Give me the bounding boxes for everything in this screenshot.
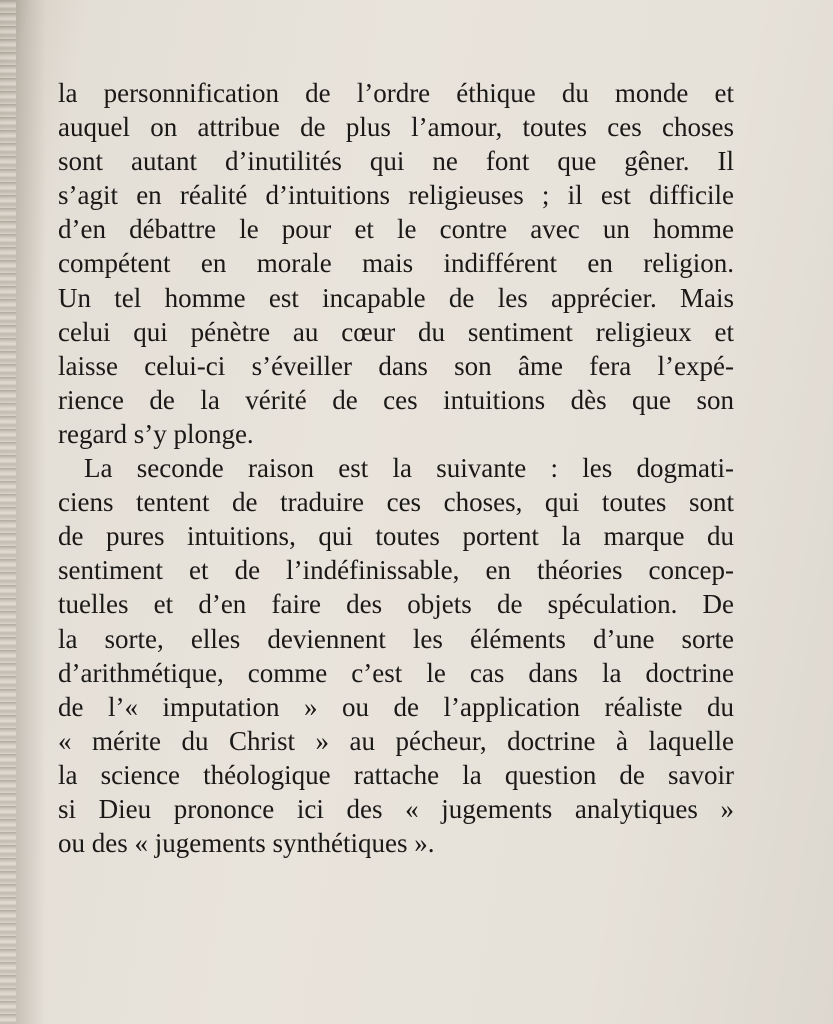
text-line: « mérite du Christ » au pécheur, doctrine à laquelle (58, 725, 734, 756)
text-line: si Dieu prononce ici des « jugements analytiques » (58, 793, 734, 824)
text-line: regard s’y plonge. (58, 418, 254, 449)
text-line: de l’« imputation » ou de l’application réaliste du (58, 691, 734, 722)
text-line: la personnification de l’ordre éthique du monde et (58, 78, 734, 108)
text-line: la sorte, elles deviennent les éléments d’une sorte (58, 623, 734, 654)
page-gutter-shadow (16, 0, 46, 1024)
book-page-text (58, 76, 734, 860)
paragraph-1 (58, 76, 734, 451)
text-line: d’en débattre le pour et le contre avec un homme (58, 214, 734, 245)
page-edge (0, 0, 16, 1024)
text-line: de pures intuitions, qui toutes portent la marque du (58, 521, 734, 552)
text-line: Un tel homme est incapable de les apprécier. Mais (58, 282, 734, 313)
text-line: auquel on attribue de plus l’amour, toutes ces choses (58, 112, 734, 143)
text-line: compétent en morale mais indifférent en religion. (58, 248, 734, 279)
text-line: ciens tentent de traduire ces choses, qui toutes sont (58, 487, 734, 518)
text-line: ou des « jugements synthétiques ». (58, 828, 435, 859)
text-line: sentiment et de l’indéfinissable, en théories concep- (58, 555, 734, 586)
paragraph-2 (58, 451, 734, 860)
text-line: La seconde raison est la suivante : les dogmati- (84, 453, 734, 484)
text-line: tuelles et d’en faire des objets de spéculation. De (58, 589, 734, 620)
text-line: d’arithmétique, comme c’est le cas dans la doctrine (58, 657, 734, 688)
text-line: s’agit en réalité d’intuitions religieuses ; il est difficile (58, 180, 734, 211)
text-line: sont autant d’inutilités qui ne font que gêner. Il (58, 146, 734, 177)
text-line: la science théologique rattache la question de savoir (58, 759, 734, 790)
text-line: laisse celui-ci s’éveiller dans son âme fera l’expé- (58, 350, 734, 381)
text-line: rience de la vérité de ces intuitions dès que son (58, 384, 734, 415)
text-line: celui qui pénètre au cœur du sentiment religieux et (58, 316, 734, 347)
